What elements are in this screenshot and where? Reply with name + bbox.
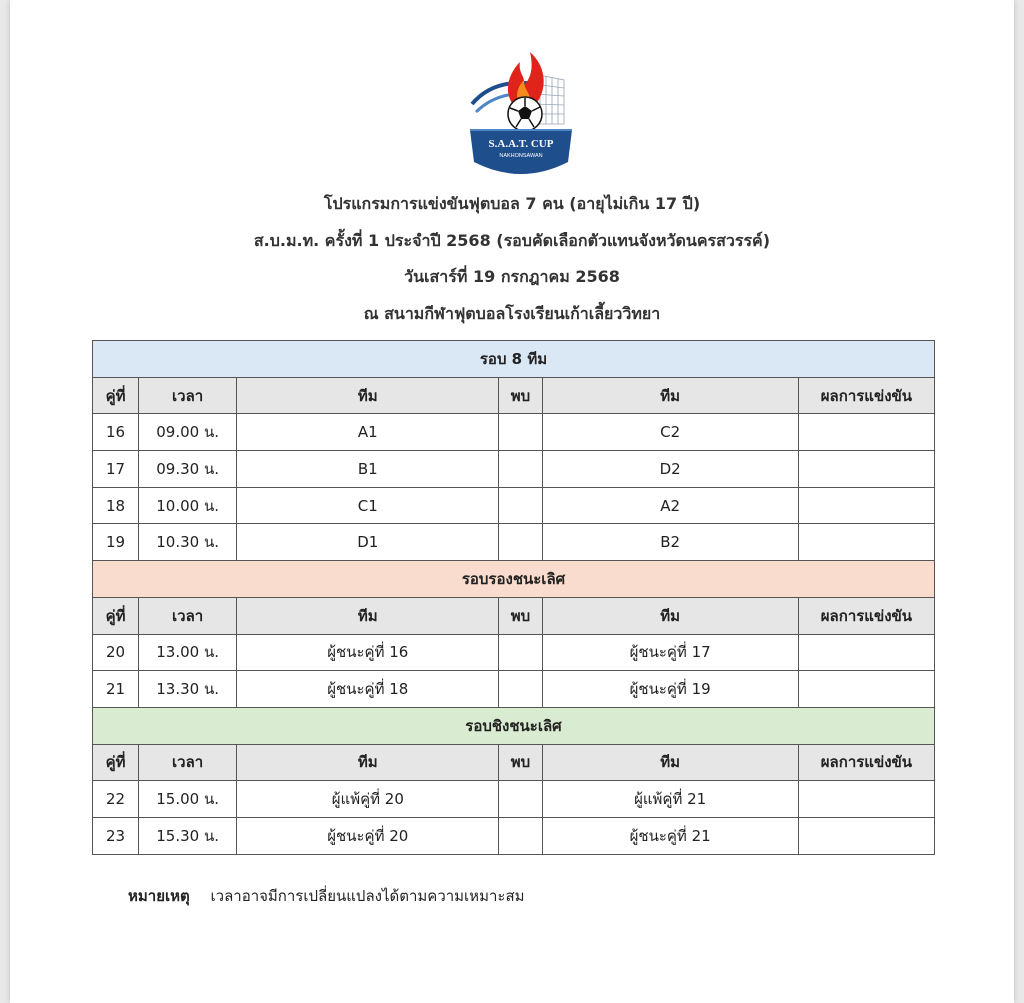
match-row bbox=[93, 817, 935, 854]
cell-result bbox=[798, 634, 934, 671]
cell-vs bbox=[499, 781, 542, 818]
cell-team-1: D1 bbox=[237, 524, 499, 561]
column-header-team-1: ทีม bbox=[237, 597, 499, 634]
column-header-match-no: คู่ที่ bbox=[93, 597, 139, 634]
cell-vs bbox=[499, 524, 542, 561]
document-page bbox=[10, 0, 1014, 1003]
cell-result bbox=[798, 817, 934, 854]
cell-match-no: 21 bbox=[93, 671, 139, 708]
cell-team-2: ผู้แพ้คู่ที่ 21 bbox=[542, 781, 798, 818]
column-header-vs: พบ bbox=[499, 377, 542, 414]
cell-team-1: ผู้ชนะคู่ที่ 20 bbox=[237, 817, 499, 854]
round-title: รอบ 8 ทีม bbox=[93, 341, 935, 378]
match-row bbox=[93, 671, 935, 708]
column-header-row bbox=[93, 377, 935, 414]
schedule-body bbox=[93, 341, 935, 855]
match-row bbox=[93, 781, 935, 818]
match-row bbox=[93, 451, 935, 488]
cell-vs bbox=[499, 451, 542, 488]
title-line-3: วันเสาร์ที่ 19 กรกฎาคม 2568 bbox=[404, 267, 620, 286]
column-header-team-1: ทีม bbox=[237, 744, 499, 781]
saat-cup-logo bbox=[464, 44, 578, 182]
title-line-4: ณ สนามกีฬาฟุตบอลโรงเรียนเก้าเลี้ยววิทยา bbox=[363, 304, 661, 323]
cell-result bbox=[798, 487, 934, 524]
cell-time: 10.30 น. bbox=[139, 524, 237, 561]
cell-result bbox=[798, 524, 934, 561]
match-row bbox=[93, 524, 935, 561]
cell-match-no: 20 bbox=[93, 634, 139, 671]
cell-match-no: 23 bbox=[93, 817, 139, 854]
column-header-result: ผลการแข่งขัน bbox=[798, 744, 934, 781]
title-line-1: โปรแกรมการแข่งขันฟุตบอล 7 คน (อายุไม่เกิน 17 ปี) bbox=[323, 194, 701, 213]
column-header-time: เวลา bbox=[139, 377, 237, 414]
column-header-match-no: คู่ที่ bbox=[93, 744, 139, 781]
note-text: เวลาอาจมีการเปลี่ยนแปลงได้ตามความเหมาะสม bbox=[210, 887, 525, 905]
cell-time: 09.30 น. bbox=[139, 451, 237, 488]
column-header-time: เวลา bbox=[139, 597, 237, 634]
cell-team-2: D2 bbox=[542, 451, 798, 488]
round-title-row bbox=[93, 707, 935, 744]
cell-result bbox=[798, 451, 934, 488]
cell-time: 10.00 น. bbox=[139, 487, 237, 524]
match-row bbox=[93, 414, 935, 451]
round-title: รอบชิงชนะเลิศ bbox=[93, 707, 935, 744]
match-row bbox=[93, 487, 935, 524]
column-header-row bbox=[93, 597, 935, 634]
match-row bbox=[93, 634, 935, 671]
cell-team-2: B2 bbox=[542, 524, 798, 561]
cell-team-2: A2 bbox=[542, 487, 798, 524]
note-label: หมายเหตุ bbox=[128, 887, 190, 905]
cell-match-no: 16 bbox=[93, 414, 139, 451]
round-title-row bbox=[93, 561, 935, 598]
column-header-row bbox=[93, 744, 935, 781]
note bbox=[128, 884, 524, 908]
column-header-team-2: ทีม bbox=[542, 597, 798, 634]
logo-text: S.A.A.T. CUP bbox=[488, 138, 554, 150]
cell-time: 09.00 น. bbox=[139, 414, 237, 451]
column-header-team-1: ทีม bbox=[237, 377, 499, 414]
cell-team-1: ผู้ชนะคู่ที่ 18 bbox=[237, 671, 499, 708]
cell-result bbox=[798, 781, 934, 818]
cell-team-1: B1 bbox=[237, 451, 499, 488]
cell-team-2: ผู้ชนะคู่ที่ 19 bbox=[542, 671, 798, 708]
logo-graphic bbox=[464, 44, 578, 182]
cell-team-1: A1 bbox=[237, 414, 499, 451]
column-header-vs: พบ bbox=[499, 744, 542, 781]
cell-time: 13.30 น. bbox=[139, 671, 237, 708]
cell-time: 13.00 น. bbox=[139, 634, 237, 671]
column-header-time: เวลา bbox=[139, 744, 237, 781]
cell-result bbox=[798, 414, 934, 451]
column-header-team-2: ทีม bbox=[542, 377, 798, 414]
cell-match-no: 17 bbox=[93, 451, 139, 488]
cell-team-1: C1 bbox=[237, 487, 499, 524]
cell-team-1: ผู้แพ้คู่ที่ 20 bbox=[237, 781, 499, 818]
cell-result bbox=[798, 671, 934, 708]
cell-vs bbox=[499, 671, 542, 708]
round-title-row bbox=[93, 341, 935, 378]
schedule-table bbox=[92, 340, 935, 855]
title-line-2: ส.บ.ม.ท. ครั้งที่ 1 ประจำปี 2568 (รอบคัดเลือกตัวแทนจังหวัดนครสวรรค์) bbox=[253, 231, 771, 250]
column-header-result: ผลการแข่งขัน bbox=[798, 377, 934, 414]
cell-time: 15.30 น. bbox=[139, 817, 237, 854]
column-header-result: ผลการแข่งขัน bbox=[798, 597, 934, 634]
column-header-team-2: ทีม bbox=[542, 744, 798, 781]
cell-vs bbox=[499, 634, 542, 671]
cell-team-2: C2 bbox=[542, 414, 798, 451]
cell-team-2: ผู้ชนะคู่ที่ 21 bbox=[542, 817, 798, 854]
cell-match-no: 22 bbox=[93, 781, 139, 818]
cell-time: 15.00 น. bbox=[139, 781, 237, 818]
cell-vs bbox=[499, 487, 542, 524]
cell-vs bbox=[499, 817, 542, 854]
cell-match-no: 19 bbox=[93, 524, 139, 561]
column-header-vs: พบ bbox=[499, 597, 542, 634]
cell-team-2: ผู้ชนะคู่ที่ 17 bbox=[542, 634, 798, 671]
cell-match-no: 18 bbox=[93, 487, 139, 524]
round-title: รอบรองชนะเลิศ bbox=[93, 561, 935, 598]
cell-vs bbox=[499, 414, 542, 451]
logo-subtext: NAKHONSAWAN bbox=[499, 153, 543, 159]
column-header-match-no: คู่ที่ bbox=[93, 377, 139, 414]
cell-team-1: ผู้ชนะคู่ที่ 16 bbox=[237, 634, 499, 671]
